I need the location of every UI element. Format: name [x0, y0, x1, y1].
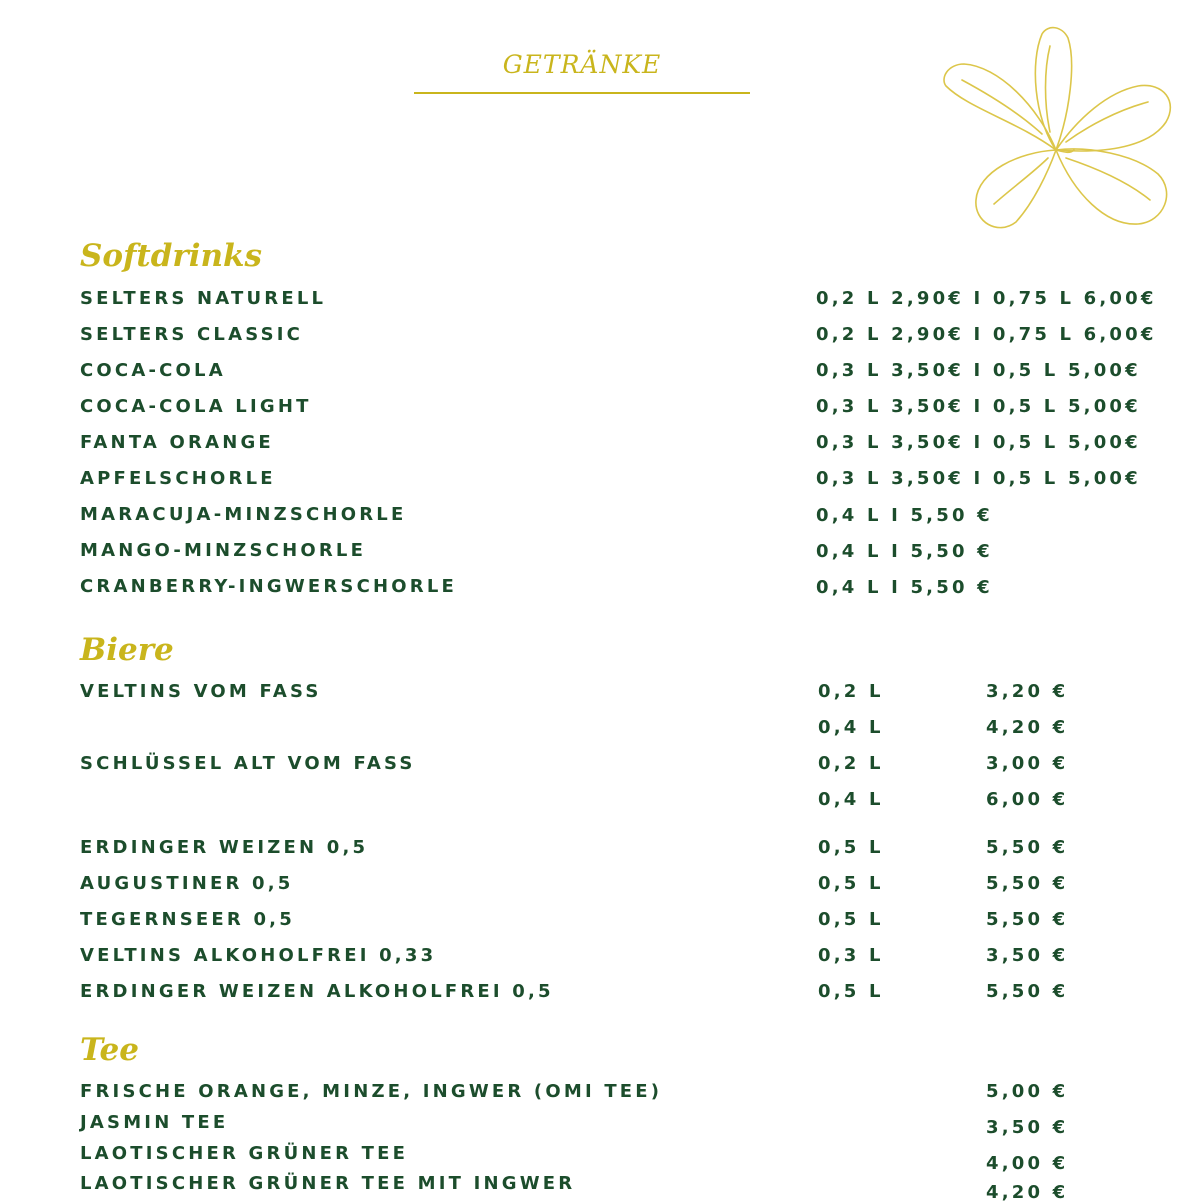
menu-item-price: 4,20 €	[986, 717, 1069, 738]
menu-item-name: JASMIN TEE	[80, 1112, 229, 1133]
menu-title: GETRÄNKE	[502, 50, 662, 79]
menu-item-price: 4,20 €	[986, 1182, 1069, 1203]
menu-item-name: COCA-COLA LIGHT	[80, 396, 312, 417]
menu-item-price: 0,2 L 2,90€ I 0,75 L 6,00€	[816, 288, 1157, 309]
menu-item-name: VELTINS VOM FASS	[80, 681, 322, 702]
menu-item-volume: 0,5 L	[818, 909, 884, 930]
menu-item-price: 0,3 L 3,50€ I 0,5 L 5,00€	[816, 432, 1141, 453]
menu-item-price: 3,50 €	[986, 945, 1069, 966]
menu-item-price: 0,4 L I 5,50 €	[816, 577, 993, 598]
menu-item-price: 3,00 €	[986, 753, 1069, 774]
plumeria-flower-icon	[938, 22, 1178, 234]
title-underline	[414, 92, 750, 94]
menu-item-price: 5,00 €	[986, 1081, 1069, 1102]
menu-item-name: CRANBERRY-INGWERSCHORLE	[80, 576, 457, 597]
menu-item-name: APFELSCHORLE	[80, 468, 276, 489]
menu-item-price: 0,4 L I 5,50 €	[816, 541, 993, 562]
menu-item-price: 3,50 €	[986, 1117, 1069, 1138]
menu-item-price: 3,20 €	[986, 681, 1069, 702]
menu-item-price: 0,4 L I 5,50 €	[816, 505, 993, 526]
menu-item-price: 0,3 L 3,50€ I 0,5 L 5,00€	[816, 396, 1141, 417]
menu-item-price: 0,3 L 3,50€ I 0,5 L 5,00€	[816, 468, 1141, 489]
menu-item-volume: 0,5 L	[818, 873, 884, 894]
menu-item-name: FANTA ORANGE	[80, 432, 274, 453]
menu-item-price: 5,50 €	[986, 837, 1069, 858]
menu-item-volume: 0,2 L	[818, 753, 884, 774]
menu-item-name: SCHLÜSSEL ALT VOM FASS	[80, 753, 416, 774]
menu-item-name: ERDINGER WEIZEN 0,5	[80, 837, 369, 858]
menu-item-name: LAOTISCHER GRÜNER TEE	[80, 1143, 409, 1164]
menu-item-name: ERDINGER WEIZEN ALKOHOLFREI 0,5	[80, 981, 554, 1002]
menu-item-price: 4,00 €	[986, 1153, 1069, 1174]
menu-item-name: SELTERS CLASSIC	[80, 324, 304, 345]
menu-item-volume: 0,3 L	[818, 945, 884, 966]
menu-item-price: 6,00 €	[986, 789, 1069, 810]
menu-item-name: LAOTISCHER GRÜNER TEE MIT INGWER	[80, 1173, 576, 1194]
menu-item-name: TEGERNSEER 0,5	[80, 909, 295, 930]
menu-item-name: SELTERS NATURELL	[80, 288, 327, 309]
menu-item-name: AUGUSTINER 0,5	[80, 873, 294, 894]
menu-item-name: MANGO-MINZSCHORLE	[80, 540, 367, 561]
section-title-tee: Tee	[80, 1032, 139, 1068]
menu-item-price: 0,2 L 2,90€ I 0,75 L 6,00€	[816, 324, 1157, 345]
menu-item-volume: 0,2 L	[818, 681, 884, 702]
menu-item-price: 5,50 €	[986, 873, 1069, 894]
menu-item-name: MARACUJA-MINZSCHORLE	[80, 504, 407, 525]
menu-item-name: VELTINS ALKOHOLFREI 0,33	[80, 945, 437, 966]
menu-item-volume: 0,5 L	[818, 981, 884, 1002]
menu-item-volume: 0,4 L	[818, 789, 884, 810]
section-title-softdrinks: Softdrinks	[80, 238, 262, 274]
menu-item-name: COCA-COLA	[80, 360, 226, 381]
menu-item-volume: 0,5 L	[818, 837, 884, 858]
menu-item-name: FRISCHE ORANGE, MINZE, INGWER (OMI TEE)	[80, 1081, 663, 1102]
menu-item-price: 5,50 €	[986, 981, 1069, 1002]
menu-item-price: 5,50 €	[986, 909, 1069, 930]
menu-item-price: 0,3 L 3,50€ I 0,5 L 5,00€	[816, 360, 1141, 381]
section-title-biere: Biere	[80, 632, 174, 668]
menu-item-volume: 0,4 L	[818, 717, 884, 738]
